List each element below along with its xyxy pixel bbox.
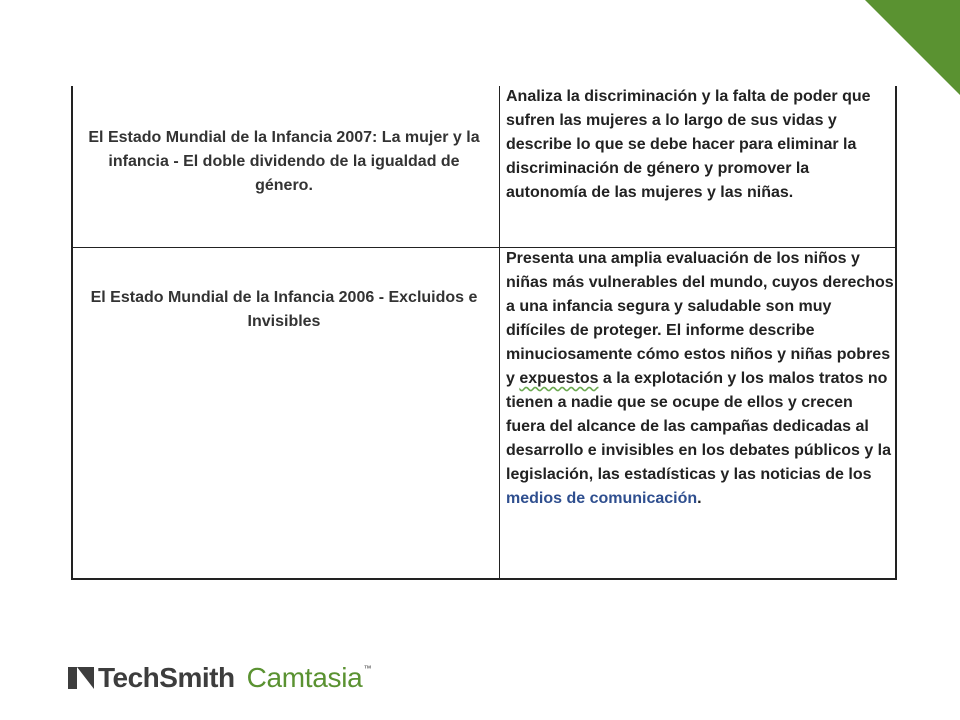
- description-text: Presenta una amplia evaluación de los niños y niñas más vulnerables del mundo, cuyos derechos a una infancia segura y saludable son muy difíciles de proteger. El informe describe minuciosamente cómo estos niños y niñas pobres y: [506, 250, 894, 387]
- techsmith-wordmark: TechSmith: [98, 662, 235, 693]
- table-row-2-description: [506, 247, 894, 511]
- medios-link[interactable]: medios de comunicación: [506, 490, 698, 507]
- table-row-2-title: El Estado Mundial de la Infancia 2006 - Excluidos e Invisibles: [90, 289, 478, 330]
- camtasia-wordmark: Camtasia: [246, 662, 363, 693]
- trademark-symbol: ™: [363, 664, 372, 673]
- techsmith-camtasia-logo: [68, 662, 371, 694]
- techsmith-logo-icon: [68, 667, 94, 689]
- description-text: a la explotación y los malos tratos no tienen a nadie que se ocupe de ellos y crecen fuera del alcance de las campañas dedicadas al desarrollo e invisibles en los debates públicos y la legislación, las estadísticas y las noticias de los: [506, 370, 892, 483]
- spellcheck-word: expuestos: [519, 370, 599, 387]
- corner-accent-triangle: [865, 0, 960, 95]
- table-row-1-description: Analiza la discriminación y la falta de poder que sufren las mujeres a lo largo de sus vidas y describe lo que se debe hacer para eliminar la discriminación de género y promover la autonomía de las mujeres y las niñas.: [506, 88, 871, 201]
- content-table: [71, 86, 897, 580]
- table-row-1-title: El Estado Mundial de la Infancia 2007: La mujer y la infancia - El doble dividendo de la igualdad de género.: [88, 129, 480, 194]
- column-divider: [499, 86, 500, 578]
- description-end: .: [697, 490, 702, 507]
